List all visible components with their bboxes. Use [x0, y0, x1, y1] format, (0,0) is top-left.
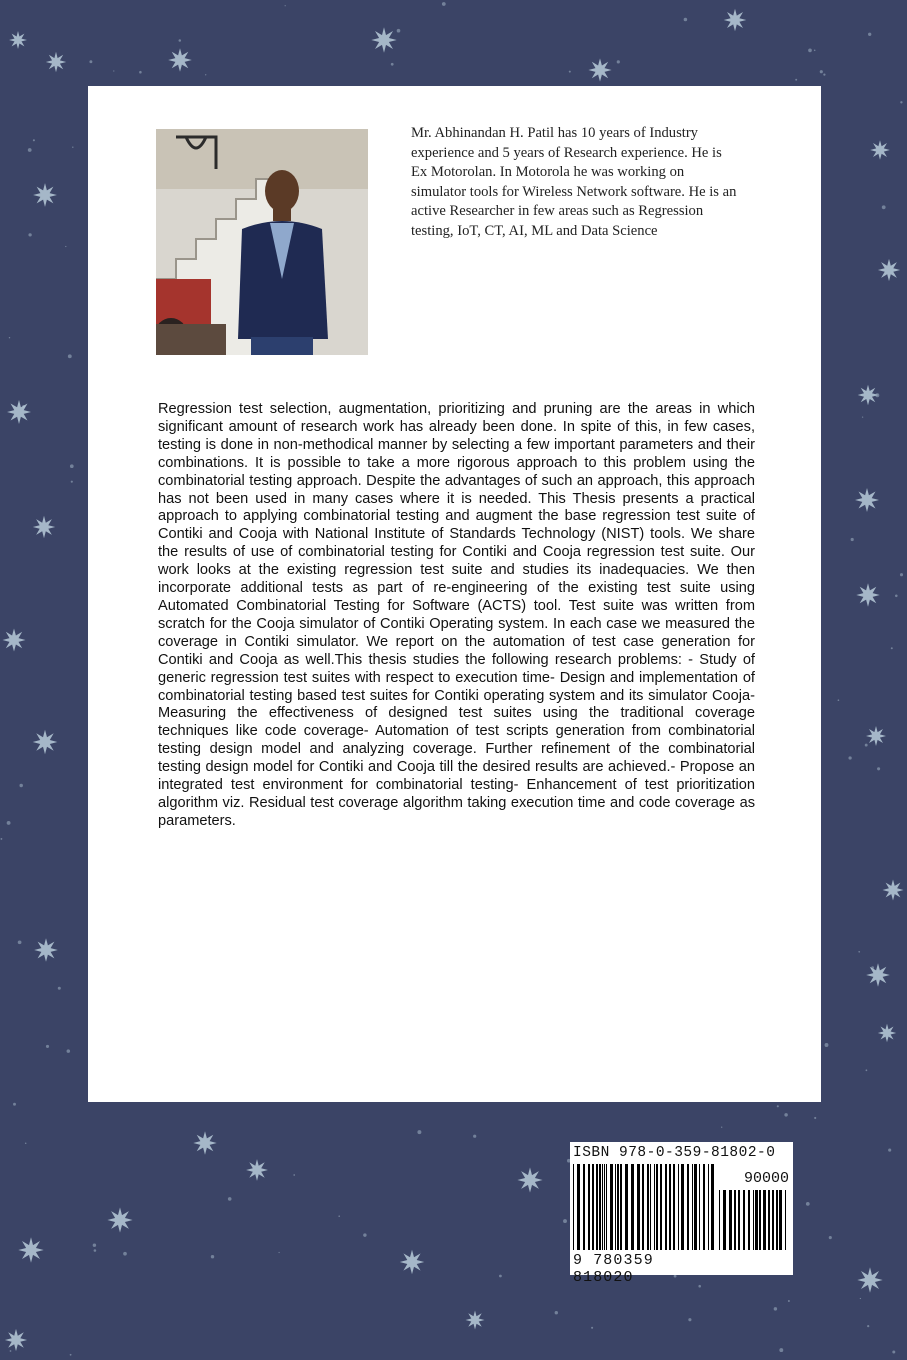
star-icon: [878, 1024, 896, 1042]
author-bio: Mr. Abhinandan H. Patil has 10 years of Industry experience and 5 years of Research experience. He is Ex Motorolan. In Motorola he was working on simulator tools for Wireless Network software. He is an active Researcher in few areas such as Regression testing, IoT, CT, AI, ML and Data Science: [411, 125, 737, 239]
star-icon: [193, 1131, 216, 1154]
barcode-digits: 9 780359 818020: [573, 1252, 654, 1286]
star-icon: [858, 385, 879, 406]
book-abstract: Regression test selection, augmentation, prioritizing and pruning are the areas in which significant amount of research work has already been done. In spite of this, in few cases, testing is done in non-methodical manner by selecting a few important parameters and their combinations. It is possible to take a more rigorous approach to this problem using the combinatorial testing approach. Despite the advantages of such an approach, this approach has not been used in many cases where it is needed. This Thesis presents a practical approach to applying combinatorial testing and augment the base regression test suite of Contiki and Cooja with National Institute of Standards Technology (NIST) tools. We share the results of use of combinatorial testing for Contiki and Cooja regression test suite. Our work looks at the existing regression test suite and studies its inadequacies. We then incorporate additional tests as part of re-engineering of the existing test suite using Automated Combinatorial Testing for Software (ACTS) tool. Test suite was written from scratch for the Cooja simulator of Contiki Operating system. In each case we measured the coverage in Contiki simulator. We report on the automation of test case generation for Contiki and Cooja as well.This thesis studies the following research problems: - Study of generic regression test suites with respect to execution time- Design and implementation of combinatorial testing based test suites for Contiki operating system and its simulator Cooja- Measuring the effectiveness of designed test suites using the traditional coverage techniques like code coverage- Automation of test scripts generation from combinatorial testing design model and analyzing coverage. Further refinement of the combinatorial testing design model for Contiki and Cooja till the desired results are achieved.- Propose an integrated test environment for combinatorial testing- Enhancement of test prioritization algorithm viz. Residual test coverage algorithm taking execution time and code coverage as parameters.: [158, 401, 755, 829]
star-icon: [107, 1207, 132, 1232]
star-icon: [246, 1159, 268, 1181]
author-photo: [156, 129, 368, 355]
price-code: 90000: [743, 1170, 789, 1187]
star-icon: [168, 48, 192, 72]
star-icon: [857, 1267, 882, 1292]
star-icon: [371, 27, 396, 52]
star-icon: [588, 58, 611, 81]
star-icon: [5, 1329, 27, 1351]
star-icon: [855, 488, 879, 512]
back-cover-panel: [88, 86, 821, 1102]
star-icon: [46, 52, 66, 72]
star-icon: [33, 516, 55, 538]
star-icon: [866, 963, 890, 987]
star-icon: [33, 183, 57, 207]
star-icon: [3, 629, 26, 652]
star-icon: [866, 726, 886, 746]
star-icon: [517, 1167, 542, 1192]
star-icon: [33, 730, 58, 755]
star-icon: [7, 400, 31, 424]
star-icon: [9, 31, 27, 49]
star-icon: [18, 1237, 43, 1262]
barcode-icon: [572, 1164, 716, 1256]
isbn-barcode: [570, 1142, 793, 1286]
star-icon: [724, 9, 747, 32]
star-icon: [34, 938, 58, 962]
isbn-text: ISBN 978-0-359-81802-0: [573, 1145, 776, 1161]
addon-barcode-icon: [718, 1190, 788, 1260]
star-icon: [870, 140, 890, 160]
star-icon: [878, 259, 900, 281]
star-icon: [883, 880, 904, 901]
star-icon: [856, 583, 879, 606]
star-icon: [466, 1311, 485, 1330]
star-icon: [400, 1250, 424, 1274]
